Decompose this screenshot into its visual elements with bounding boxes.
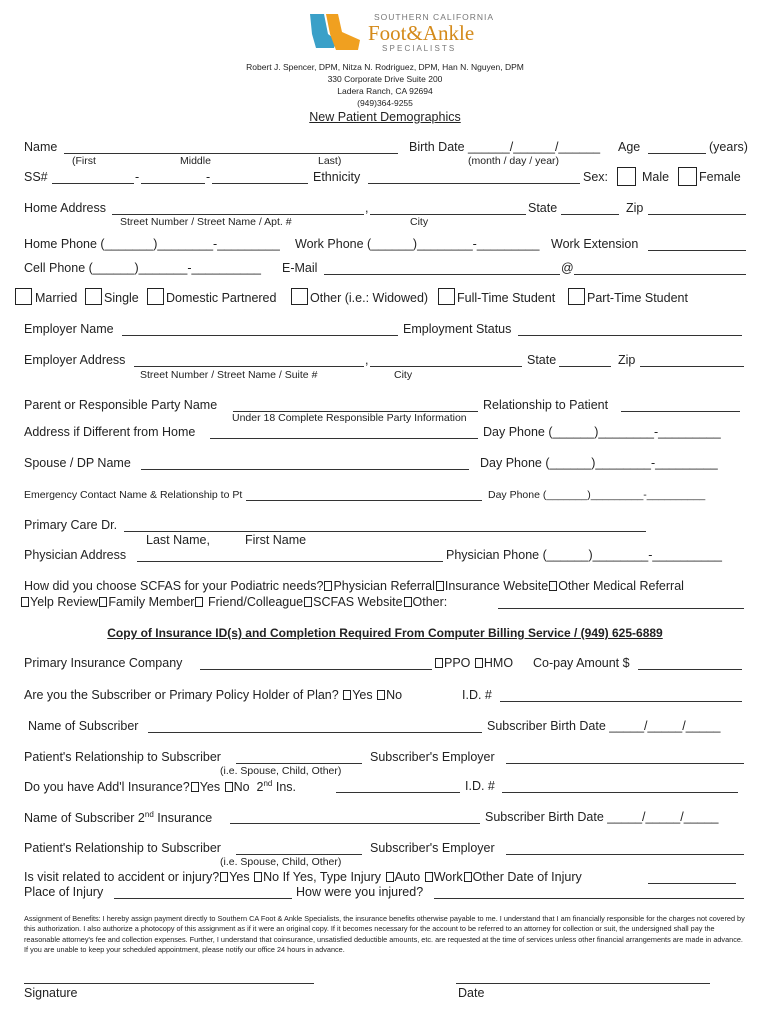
employment-status-field[interactable]: [518, 335, 742, 336]
employer-street-field[interactable]: [134, 366, 364, 367]
pcp-label: Primary Care Dr.: [24, 518, 118, 532]
other-medical-label: Other Medical Referral: [558, 579, 684, 593]
family-label: Family Member: [108, 595, 195, 609]
subscriber-name-field[interactable]: [148, 732, 482, 733]
place-of-injury-field[interactable]: [114, 898, 292, 899]
addl-insurance-line: [24, 779, 296, 794]
employer-name-field[interactable]: [122, 335, 398, 336]
subscriber-employer-field[interactable]: [506, 763, 744, 764]
first-sublabel: (First: [72, 155, 96, 167]
accident-line: [24, 870, 582, 884]
address-diff-field[interactable]: [210, 438, 478, 439]
relationship-subscriber-label: Patient's Relationship to Subscriber: [24, 750, 221, 764]
employer-city-sublabel: City: [394, 369, 413, 381]
address-line-2: Ladera Ranch, CA 92694: [337, 86, 433, 96]
ss-field-3[interactable]: [212, 183, 308, 184]
other-injury-checkbox[interactable]: [464, 872, 472, 882]
fulltime-label: Full-Time Student: [457, 291, 556, 305]
home-city-field[interactable]: [370, 214, 526, 215]
ppo-hmo-group: [434, 656, 513, 670]
other-marital-label: Other (i.e.: Widowed): [310, 291, 429, 305]
logo-top-text: SOUTHERN CALIFORNIA: [374, 12, 495, 22]
other-medical-checkbox[interactable]: [549, 581, 557, 591]
subscriber2-employer-field[interactable]: [506, 854, 744, 855]
scfas-website-checkbox[interactable]: [304, 597, 312, 607]
doctors-line: Robert J. Spencer, DPM, Nitza N. Rodriguez, DPM, Han N. Nguyen, DPM: [246, 62, 524, 72]
relationship-subscriber-field[interactable]: [236, 763, 362, 764]
ss-dash-2: -: [206, 170, 211, 184]
other-injury-label: Other Date of Injury: [472, 870, 582, 884]
other-marital-checkbox[interactable]: [291, 288, 308, 305]
employer-street-sublabel: Street Number / Street Name / Suite #: [140, 369, 318, 381]
ethnicity-field[interactable]: [368, 183, 580, 184]
injury-date-field[interactable]: [648, 883, 736, 884]
relationship2-label: Patient's Relationship to Subscriber: [24, 841, 221, 855]
page-title: New Patient Demographics: [309, 110, 461, 124]
home-comma: ,: [365, 201, 369, 215]
physician-referral-label: Physician Referral: [333, 579, 435, 593]
single-label: Single: [104, 291, 139, 305]
scfas-website-label: SCFAS Website: [313, 595, 403, 609]
employer-city-field[interactable]: [370, 366, 522, 367]
emergency-label: Emergency Contact Name & Relationship to Pt: [24, 489, 243, 501]
employer-address-label: Employer Address: [24, 353, 126, 367]
emergency-day-phone[interactable]: Day Phone (_______)_________-__________: [488, 489, 706, 501]
yelp-checkbox[interactable]: [21, 597, 29, 607]
referral-line-1: [24, 579, 684, 593]
employer-zip-label: Zip: [618, 353, 636, 367]
accident-no-checkbox[interactable]: [254, 872, 262, 882]
relationship-examples: (i.e. Spouse, Child, Other): [220, 765, 342, 777]
subscriber-birth-label[interactable]: Subscriber Birth Date _____/_____/_____: [487, 719, 721, 733]
home-zip-field[interactable]: [648, 214, 746, 215]
work-label: Work: [433, 870, 463, 884]
female-label: Female: [699, 170, 741, 184]
ss-label: SS#: [24, 170, 48, 184]
family-checkbox[interactable]: [99, 597, 107, 607]
subscriber2-rest: Insurance: [157, 811, 213, 826]
parent-label: Parent or Responsible Party Name: [24, 398, 218, 412]
address-diff-label: Address if Different from Home: [24, 425, 196, 439]
addl-insurance-question: Do you have Add'l Insurance?: [24, 780, 190, 795]
subscriber-employer-label: Subscriber's Employer: [370, 750, 495, 764]
employer-name-label: Employer Name: [24, 322, 114, 336]
married-label: Married: [35, 291, 78, 305]
subscriber2-field[interactable]: [230, 823, 480, 824]
employer-zip-field[interactable]: [640, 366, 744, 367]
domestic-checkbox[interactable]: [147, 288, 164, 305]
physician-address-field[interactable]: [137, 561, 443, 562]
other-referral-field[interactable]: [498, 608, 744, 609]
married-checkbox[interactable]: [15, 288, 32, 305]
sex-label: Sex:: [583, 170, 609, 184]
single-checkbox[interactable]: [85, 288, 102, 305]
sub-yes-checkbox[interactable]: [343, 690, 351, 700]
address-line-1: 330 Corporate Drive Suite 200: [327, 74, 443, 84]
name-label: Name: [24, 140, 58, 154]
email-label: E-Mail: [282, 261, 318, 275]
logo-sub-text: S P E C I A L I S T S: [382, 44, 455, 53]
ppo-label: PPO: [444, 656, 471, 670]
how-injured-field[interactable]: [434, 898, 744, 899]
name-field[interactable]: [64, 153, 398, 154]
date-label: Date: [458, 986, 485, 1000]
address-diff-day-phone[interactable]: Day Phone (______)________-_________: [483, 425, 721, 439]
parent-under18-note: Under 18 Complete Responsible Party Information: [232, 412, 467, 424]
logo: [306, 12, 516, 60]
cell-phone-label[interactable]: Cell Phone (______)_______-__________: [24, 261, 262, 275]
second-label: 2: [256, 780, 264, 795]
fulltime-checkbox[interactable]: [438, 288, 455, 305]
ethnicity-label: Ethnicity: [313, 170, 361, 184]
physician-address-label: Physician Address: [24, 548, 127, 562]
spouse-field[interactable]: [141, 469, 469, 470]
pcp-last-sublabel: Last Name,: [146, 533, 210, 547]
id-field[interactable]: [500, 701, 742, 702]
addl-yes-label: Yes: [199, 780, 221, 795]
home-address-label: Home Address: [24, 201, 106, 215]
subscriber2-label: Name of Subscriber 2: [24, 811, 145, 826]
male-label: Male: [642, 170, 670, 184]
work-extension-field[interactable]: [648, 250, 746, 251]
signature-field[interactable]: [24, 983, 314, 984]
second-sup: nd: [263, 779, 273, 788]
subscriber-name-label: Name of Subscriber: [28, 719, 139, 733]
home-state-label: State: [528, 201, 558, 215]
assignment-of-benefits: Assignment of Benefits: I hereby assign payment directly to Southern CA Foot & Ankle Specialists, the insurance benefits otherwise payable to me. I understand that I am financially responsible for the charges not covered by this authorization. I also authorize a photocopy of this assignment as if it were an original copy. If it becomes necessary for the account to be referred to an attorney for collection or suit, the undersigned shall pay the reasonable attorney's fee and collection expenses. Further, I understand that coinsurance, unsatisfied deductible amounts, etc. are requested at the time of services unless other financial arrangements are made in advance. If you are unable to keep your scheduled appointment, please notify our office 24 hours in advance.: [24, 914, 745, 955]
years-label: (years): [709, 140, 748, 154]
sub-yes-label: Yes: [352, 688, 373, 702]
id2-field[interactable]: [502, 792, 738, 793]
work-checkbox[interactable]: [425, 872, 433, 882]
parttime-label: Part-Time Student: [587, 291, 688, 305]
auto-label: Auto: [394, 870, 421, 884]
ss-field-2[interactable]: [141, 183, 205, 184]
accident-yes-label: Yes: [229, 870, 250, 884]
pcp-first-sublabel: First Name: [245, 533, 307, 547]
signature-label: Signature: [24, 986, 78, 1000]
relationship-field[interactable]: [621, 411, 740, 412]
insurance-section-title: Copy of Insurance ID(s) and Completion Required From Computer Billing Service / (949) 625-6889: [107, 626, 663, 640]
other-referral-checkbox[interactable]: [404, 597, 412, 607]
how-injured-label: How were you injured?: [296, 885, 424, 899]
street-sublabel: Street Number / Street Name / Apt. #: [120, 216, 292, 228]
home-phone-label[interactable]: Home Phone (_______)________-_________: [24, 237, 280, 251]
ss-field-1[interactable]: [52, 183, 134, 184]
subscriber-question-line: [24, 688, 402, 702]
domestic-label: Domestic Partnered: [166, 291, 277, 305]
hmo-checkbox[interactable]: [475, 658, 483, 668]
other-referral-label: Other:: [412, 595, 448, 609]
addl-insurance-field[interactable]: [336, 792, 460, 793]
mdy-sublabel: (month / day / year): [468, 155, 560, 167]
ss-dash-1: -: [135, 170, 140, 184]
primary-insurance-label: Primary Insurance Company: [24, 656, 183, 670]
relationship-label: Relationship to Patient: [483, 398, 609, 412]
home-state-field[interactable]: [561, 214, 619, 215]
subscriber-question: Are you the Subscriber or Primary Policy Holder of Plan?: [24, 688, 339, 702]
referral-question: How did you choose SCFAS for your Podiatric needs?: [24, 579, 324, 593]
ppo-checkbox[interactable]: [435, 658, 443, 668]
place-of-injury-label: Place of Injury: [24, 885, 104, 899]
date-field[interactable]: [456, 983, 710, 984]
age-field[interactable]: [648, 153, 706, 154]
ins-word: Ins.: [275, 780, 297, 795]
subscriber2-sup: nd: [144, 810, 154, 819]
accident-yes-checkbox[interactable]: [220, 872, 228, 882]
pcp-field[interactable]: [124, 531, 646, 532]
primary-insurance-field[interactable]: [200, 669, 432, 670]
spouse-day-phone[interactable]: Day Phone (______)________-_________: [480, 456, 718, 470]
male-checkbox[interactable]: [617, 167, 636, 186]
work-phone-label[interactable]: Work Phone (______)________-_________: [295, 237, 540, 251]
referral-line-2: [20, 595, 447, 609]
foot-logo-icon: [306, 12, 364, 52]
subscriber2-birth-label[interactable]: Subscriber Birth Date _____/_____/_____: [485, 810, 719, 824]
female-checkbox[interactable]: [678, 167, 697, 186]
accident-no-label: No If Yes, Type Injury: [263, 870, 382, 884]
employer-state-label: State: [527, 353, 557, 367]
relationship2-field[interactable]: [236, 854, 362, 855]
last-sublabel: Last): [318, 155, 342, 167]
emergency-field[interactable]: [246, 500, 482, 501]
sub-no-label: No: [386, 688, 403, 702]
home-street-field[interactable]: [112, 214, 364, 215]
copay-label: Co-pay Amount $: [533, 656, 630, 670]
subscriber2-employer-label: Subscriber's Employer: [370, 841, 495, 855]
copay-field[interactable]: [638, 669, 742, 670]
spouse-label: Spouse / DP Name: [24, 456, 131, 470]
birth-date-label[interactable]: Birth Date ______/______/______: [409, 140, 601, 154]
addl-no-label: No: [233, 780, 250, 795]
auto-checkbox[interactable]: [386, 872, 394, 882]
home-zip-label: Zip: [626, 201, 644, 215]
age-label: Age: [618, 140, 641, 154]
insurance-website-checkbox[interactable]: [436, 581, 444, 591]
work-extension-label: Work Extension: [551, 237, 639, 251]
relationship2-examples: (i.e. Spouse, Child, Other): [220, 856, 342, 868]
id2-label: I.D. #: [465, 779, 495, 793]
addl-no-checkbox[interactable]: [225, 782, 233, 792]
subscriber2-line: [24, 810, 212, 825]
employer-state-field[interactable]: [559, 366, 611, 367]
email-field[interactable]: [324, 274, 560, 275]
city-sublabel: City: [410, 216, 429, 228]
insurance-website-label: Insurance Website: [444, 579, 549, 593]
middle-sublabel: Middle: [180, 155, 211, 167]
physician-referral-checkbox[interactable]: [324, 581, 332, 591]
phone-line: (949)364-9255: [357, 98, 413, 108]
physician-phone-label[interactable]: Physician Phone (______)________-__________: [446, 548, 722, 562]
hmo-label: HMO: [483, 656, 514, 670]
email-domain-field[interactable]: [574, 274, 746, 275]
addl-yes-checkbox[interactable]: [191, 782, 199, 792]
employment-status-label: Employment Status: [403, 322, 512, 336]
employer-comma: ,: [365, 353, 369, 367]
accident-question: Is visit related to accident or injury?: [24, 870, 220, 884]
id-label: I.D. #: [462, 688, 492, 702]
friend-checkbox[interactable]: [195, 597, 203, 607]
email-at: @: [561, 261, 574, 275]
parttime-checkbox[interactable]: [568, 288, 585, 305]
sub-no-checkbox[interactable]: [377, 690, 385, 700]
logo-main-text: Foot&Ankle: [368, 21, 475, 45]
friend-label: Friend/Colleague: [204, 595, 304, 609]
yelp-label: Yelp Review: [30, 595, 99, 609]
